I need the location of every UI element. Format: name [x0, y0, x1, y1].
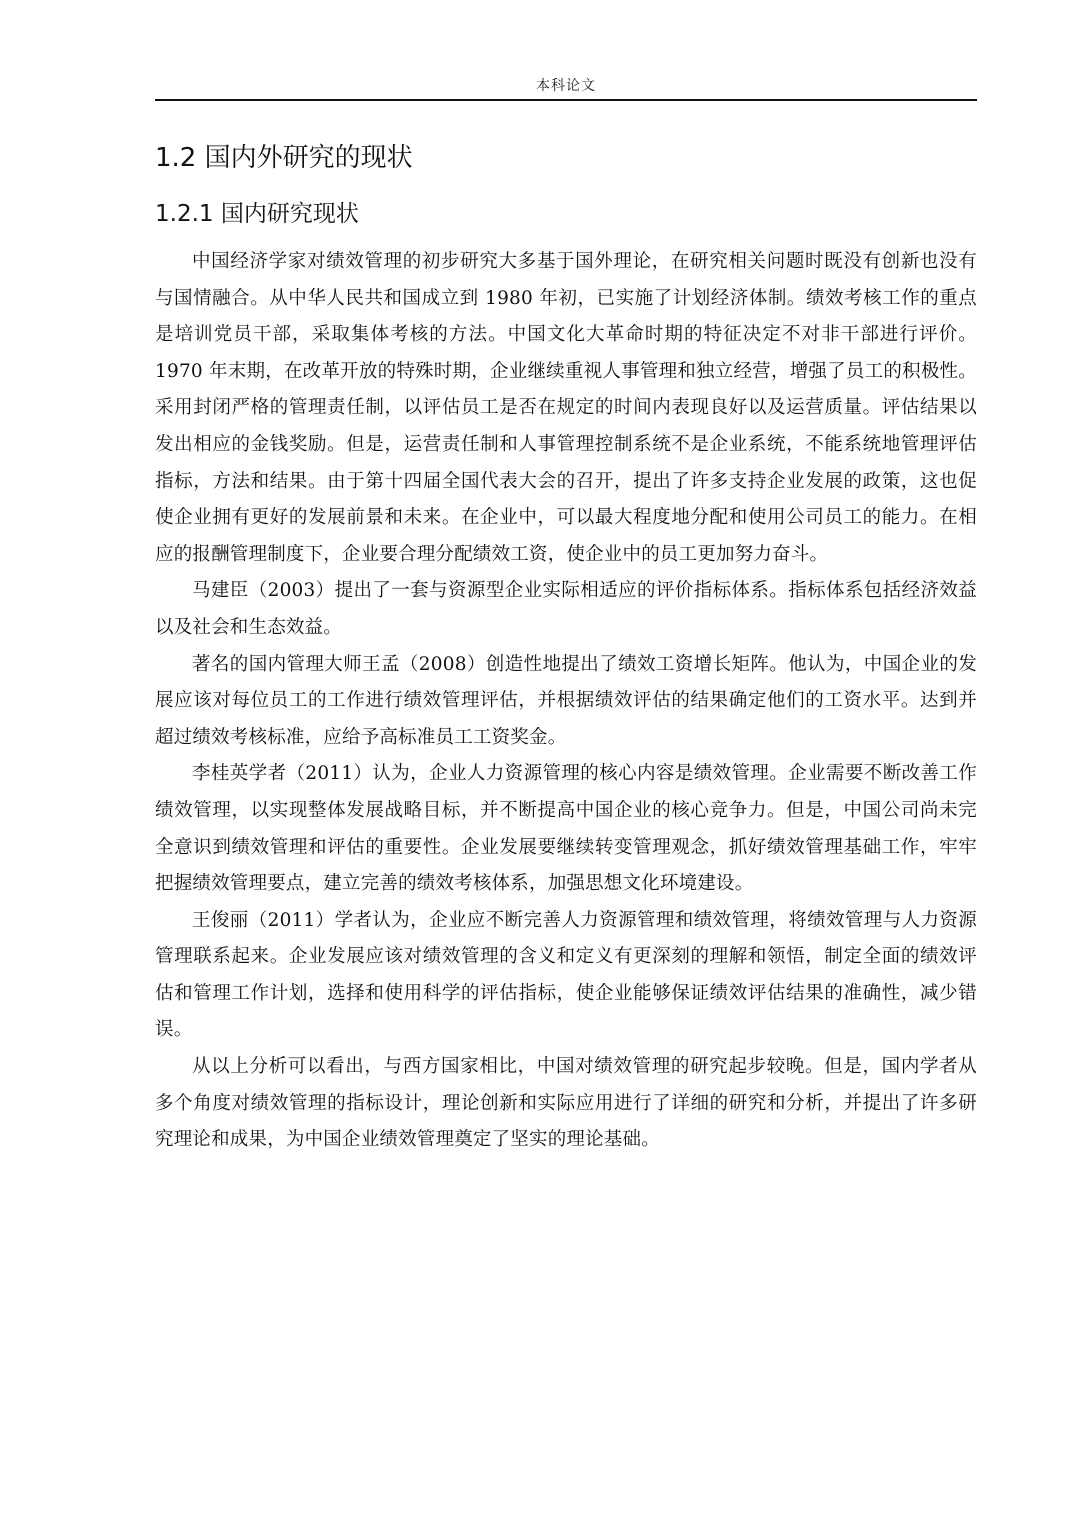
section-heading: 1.2 国内外研究的现状 — [155, 143, 413, 173]
paragraph-ma-jianchen: 马建臣（2003）提出了一套与资源型企业实际相适应的评价指标体系。指标体系包括经济效益以及社会和生态效益。 — [155, 580, 977, 638]
header-rule — [155, 99, 977, 101]
body-content — [155, 136, 977, 1159]
running-header: 本科论文 — [536, 78, 596, 94]
subsection-heading: 1.2.1 国内研究现状 — [155, 201, 359, 227]
paragraph-wang-meng: 著名的国内管理大师王孟（2008）创造性地提出了绩效工资增长矩阵。他认为，中国企业的发展应该对每位员工的工作进行绩效管理评估，并根据绩效评估的结果确定他们的工资水平。达到并超过绩效考核标准，应给予高标准员工工资奖金。 — [155, 653, 977, 748]
paragraph-li-guiying: 李桂英学者（2011）认为，企业人力资源管理的核心内容是绩效管理。企业需要不断改善工作绩效管理，以实现整体发展战略目标，并不断提高中国企业的核心竞争力。但是，中国公司尚未完全意识到绩效管理和评估的重要性。企业发展要继续转变管理观念，抓好绩效管理基础工作，牢牢把握绩效管理要点，建立完善的绩效考核体系，加强思想文化环境建设。 — [155, 763, 977, 895]
paragraph-summary: 从以上分析可以看出，与西方国家相比，中国对绩效管理的研究起步较晚。但是，国内学者从多个角度对绩效管理的指标设计，理论创新和实际应用进行了详细的研究和分析，并提出了许多研究理论和成果，为中国企业绩效管理奠定了坚实的理论基础。 — [155, 1056, 977, 1151]
paragraph-domestic-history: 中国经济学家对绩效管理的初步研究大多基于国外理论，在研究相关问题时既没有创新也没有与国情融合。从中华人民共和国成立到 1980 年初，已实施了计划经济体制。绩效考核工作的重点是培训党员干部，采取集体考核的方法。中国文化大革命时期的特征决定不对非干部进行评价。1970 年末期，在改革开放的特殊时期，企业继续重视人事管理和独立经营，增强了员工的积极性。采用封闭严格的管理责任制，以评估员工是否在规定的时间内表现良好以及运营质量。评估结果以发出相应的金钱奖励。但是，运营责任制和人事管理控制系统不是企业系统，不能系统地管理评估指标，方法和结果。由于第十四届全国代表大会的召开，提出了许多支持企业发展的政策，这也促使企业拥有更好的发展前景和未来。在企业中，可以最大程度地分配和使用公司员工的能力。在相应的报酬管理制度下，企业要合理分配绩效工资，使企业中的员工更加努力奋斗。 — [155, 251, 977, 565]
paragraph-wang-junli: 王俊丽（2011）学者认为，企业应不断完善人力资源管理和绩效管理，将绩效管理与人力资源管理联系起来。企业发展应该对绩效管理的含义和定义有更深刻的理解和领悟，制定全面的绩效评估和管理工作计划，选择和使用科学的评估指标，使企业能够保证绩效评估结果的准确性，减少错误。 — [155, 909, 977, 1041]
